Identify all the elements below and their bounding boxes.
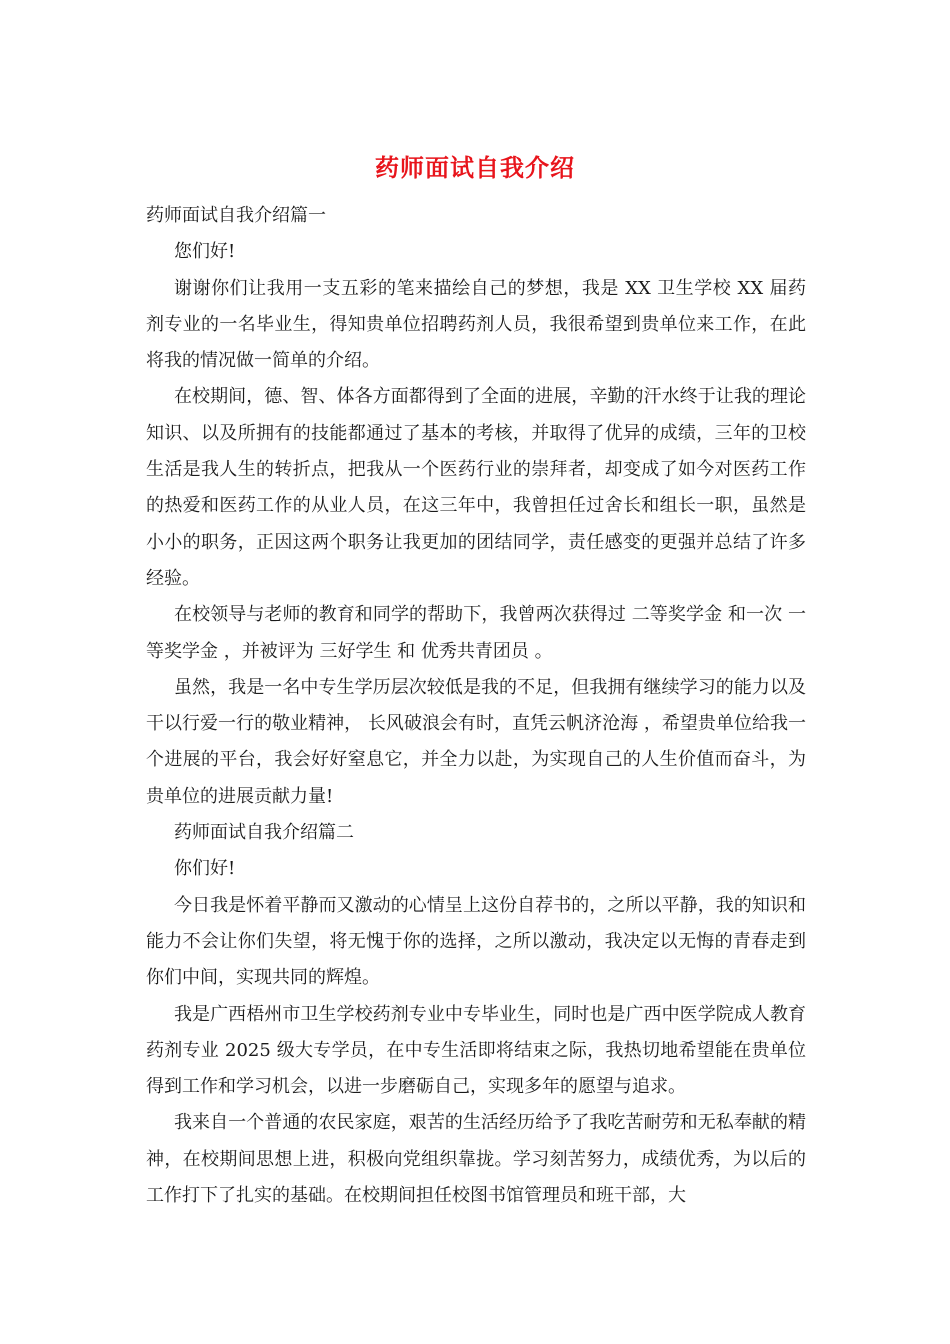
page-title: 药师面试自我介绍 bbox=[375, 153, 575, 182]
paragraph: 虽然，我是一名中专生学历层次较低是我的不足，但我拥有继续学习的能力以及干以行爱一行的敬业精神， 长风破浪会有时，直凭云帆济沧海 ，希望贵单位给我一个进展的平台，我会好好窒息它，并全力以赴，为实现自己的人生价值而奋斗，为贵单位的进展贡献力量! bbox=[146, 676, 806, 807]
section-heading-1: 药师面试自我介绍篇一 bbox=[146, 205, 326, 226]
greeting-2: 你们好! bbox=[174, 858, 236, 880]
paragraph: 谢谢你们让我用一支五彩的笔来描绘自己的梦想，我是 XX 卫生学校 XX 届药剂专业的一名毕业生，得知贵单位招聘药剂人员，我很希望到贵单位来工作，在此将我的情况做一简单的介绍。 bbox=[146, 277, 806, 372]
section-heading-2: 药师面试自我介绍篇二 bbox=[174, 822, 354, 844]
document-body bbox=[146, 198, 806, 1214]
paragraph: 我是广西梧州市卫生学校药剂专业中专毕业生，同时也是广西中医学院成人教育药剂专业 2025 级大专学员，在中专生活即将结束之际，我热切地希望能在贵单位得到工作和学习机会，以进一步磨砺自己，实现多年的愿望与追求。 bbox=[146, 1003, 806, 1098]
paragraph: 在校期间，德、智、体各方面都得到了全面的进展，辛勤的汗水终于让我的理论知识、以及所拥有的技能都通过了基本的考核，并取得了优异的成绩，三年的卫校生活是我人生的转折点，把我从一个医药行业的崇拜者，却变成了如今对医药工作的热爱和医药工作的从业人员，在这三年中，我曾担任过舍长和组长一职，虽然是小小的职务，正因这两个职务让我更加的团结同学，责任感变的更强并总结了许多经验。 bbox=[146, 386, 806, 589]
paragraph: 今日我是怀着平静而又激动的心情呈上这份自荐书的，之所以平静，我的知识和能力不会让你们失望，将无愧于你的选择，之所以激动，我决定以无悔的青春走到你们中间，实现共同的辉煌。 bbox=[146, 894, 806, 989]
paragraph: 在校领导与老师的教育和同学的帮助下，我曾两次获得过 二等奖学金 和一次 一等奖学金 ，并被评为 三好学生 和 优秀共青团员 。 bbox=[146, 604, 806, 662]
greeting-1: 您们好! bbox=[174, 241, 236, 263]
paragraph: 我来自一个普通的农民家庭，艰苦的生活经历给予了我吃苦耐劳和无私奉献的精神，在校期间思想上进，积极向党组织靠拢。学习刻苦努力，成绩优秀，为以后的工作打下了扎实的基础。在校期间担任校图书馆管理员和班干部，大 bbox=[146, 1112, 806, 1207]
